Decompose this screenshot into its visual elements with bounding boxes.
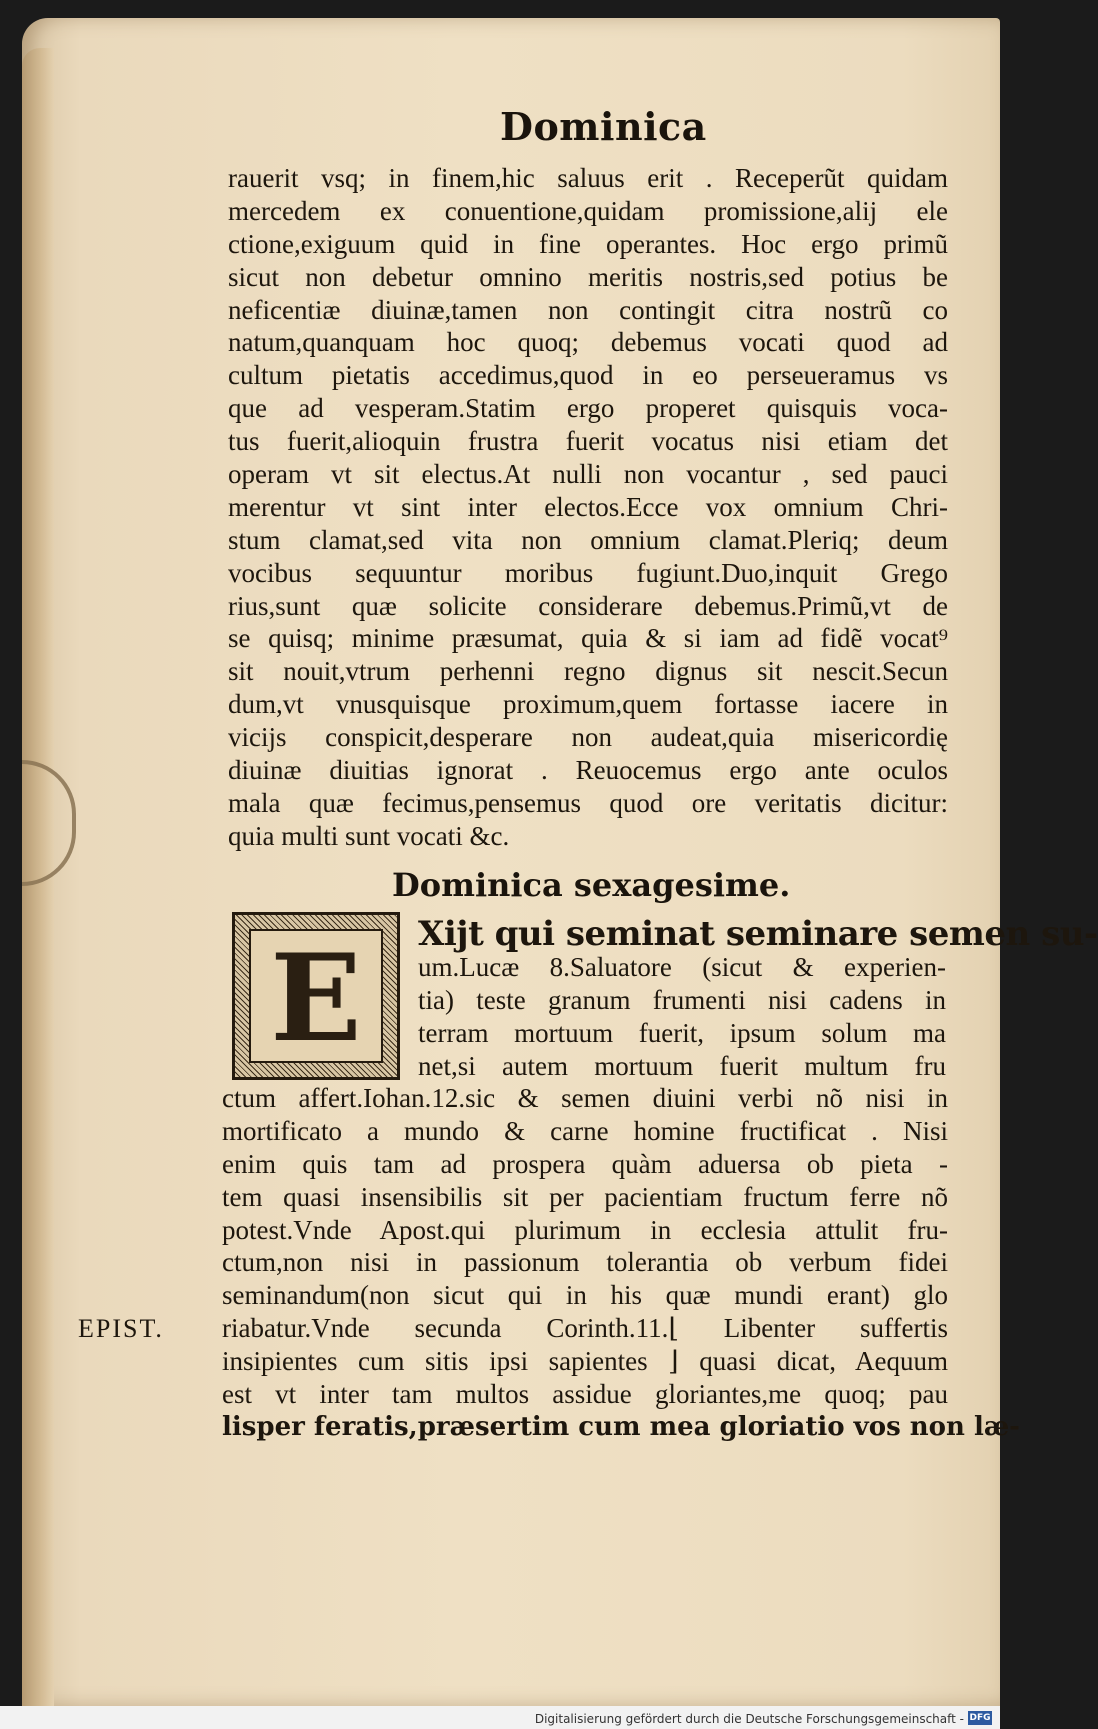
text-line: operam vt sit electus.At nulli non vocantur , sed pauci	[228, 459, 948, 490]
opening-line: um.Lucæ 8.Saluatore (sicut & experien-	[418, 951, 946, 982]
opening-line: terram mortuum fuerit, ipsum solum ma	[418, 1017, 946, 1048]
text-line: seminandum(non sicut qui in his quæ mundi erant) glo	[222, 1280, 948, 1311]
section-heading: Dominica sexagesime.	[392, 866, 791, 904]
text-line: potest.Vnde Apost.qui plurimum in ecclesia attulit fru-	[222, 1214, 948, 1245]
text-line: stum clamat,sed vita non omnium clamat.Pleriq; deum	[228, 524, 948, 555]
text-line: diuinæ diuitias ignorat . Reuocemus ergo ante oculos	[228, 755, 948, 786]
text-line: est vt inter tam multos assidue gloriantes,me quoq; pau	[222, 1379, 948, 1410]
funding-notice: Digitalisierung gefördert durch die Deutsche Forschungsgemeinschaft -	[534, 1712, 964, 1726]
initial-letter: E	[270, 928, 362, 1069]
text-line: vocibus sequuntur moribus fugiunt.Duo,inquit Grego	[228, 557, 948, 588]
text-line: sicut non debetur omnino meritis nostris,sed potius be	[228, 261, 948, 292]
initial-frame	[249, 928, 383, 1069]
text-line: ctione,exiguum quid in fine operantes. Hoc ergo primũ	[228, 228, 948, 259]
text-line: se quisq; minime præsumat, quia & si iam ad fidẽ vocat⁹	[228, 623, 948, 654]
text-line: cultum pietatis accedimus,quod in eo perseueramus vs	[228, 360, 948, 391]
decorated-initial	[232, 912, 400, 1080]
margin-note: EPIST.	[78, 1314, 164, 1343]
text-line: mortificato a mundo & carne homine fructificat . Nisi	[222, 1115, 948, 1146]
text-line: que ad vesperam.Statim ergo properet quisquis voca-	[228, 393, 948, 424]
text-line: ctum affert.Iohan.12.sic & semen diuini verbi nõ nisi in	[222, 1083, 948, 1113]
text-line: rius,sunt quæ solicite considerare debemus.Primũ,vt de	[228, 590, 948, 621]
text-line: mercedem ex conuentione,quidam promissione,alij ele	[228, 195, 948, 226]
footer-band	[0, 1706, 1000, 1729]
opening-text	[418, 914, 1098, 1082]
clasp-mark	[22, 760, 76, 886]
text-line: lisper feratis,præsertim cum mea gloriatio vos non læ-	[222, 1411, 1020, 1442]
text-line: ctum,non nisi in passionum tolerantia ob verbum fidei	[222, 1247, 948, 1278]
text-line: quia multi sunt vocati &c.	[228, 820, 510, 851]
text-line: natum,quanquam hoc quoq; debemus vocati quod ad	[228, 327, 948, 358]
text-line: tem quasi insensibilis sit per pacientiam fructum ferre nõ	[222, 1181, 948, 1212]
text-line: mala quæ fecimus,pensemus quod ore veritatis dicitur:	[228, 787, 948, 818]
text-line: neficentiæ diuinæ,tamen non contingit citra nostrũ co	[228, 294, 948, 325]
dfg-logo-icon: DFG	[969, 1713, 991, 1723]
lower-text	[222, 1082, 1020, 1444]
text-line: tus fuerit,alioquin frustra fuerit vocatus nisi etiam det	[228, 426, 948, 457]
running-header: Dominica	[500, 104, 707, 149]
opening-line: Xijt qui seminat seminare semen su-	[418, 914, 1098, 954]
text-line: sit nouit,vtrum perhenni regno dignus sit nescit.Secun	[228, 656, 948, 687]
text-line: enim quis tam ad prospera quàm aduersa ob pieta -	[222, 1148, 948, 1179]
opening-line: net,si autem mortuum fuerit multum fru	[418, 1050, 946, 1081]
text-line: vicijs conspicit,desperare non audeat,quia misericordię	[228, 722, 948, 753]
text-line: merentur vt sint inter electos.Ecce vox omnium Chri-	[228, 491, 948, 522]
text-line: dum,vt vnusquisque proximum,quem fortasse iacere in	[228, 689, 948, 720]
text-line: riabatur.Vnde secunda Corinth.11.⌊ Libenter suffertis	[222, 1313, 948, 1344]
body-text	[228, 162, 948, 853]
text-line: insipientes cum sitis ipsi sapientes ⌋ quasi dicat, Aequum	[222, 1346, 948, 1377]
opening-line: tia) teste granum frumenti nisi cadens in	[418, 984, 946, 1015]
text-line: rauerit vsq; in finem,hic saluus erit . Receperũt quidam	[228, 163, 948, 193]
